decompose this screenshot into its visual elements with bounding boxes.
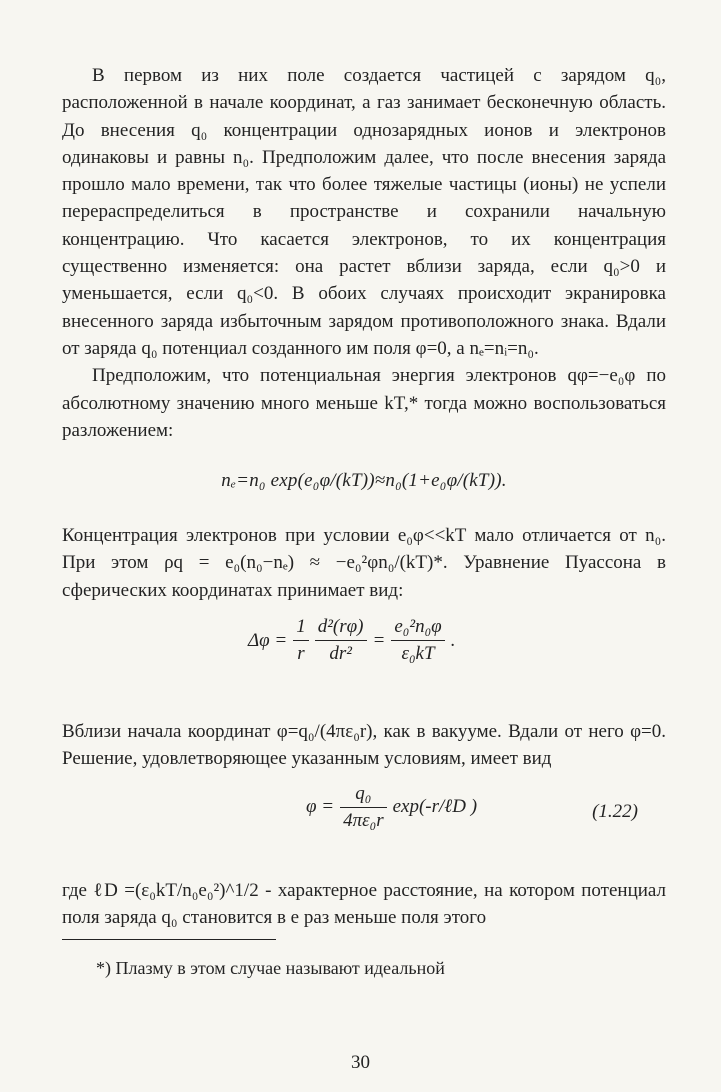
solution-rhs: exp(-r/ℓD ) [392, 796, 478, 818]
solution-frac: $\frac{\text{q₀}}{\text{4πε₀r}}$ [340, 783, 387, 832]
page-number: 30 [351, 1052, 370, 1073]
poisson-frac-3: $\frac{\text{e₀²n₀φ}}{\text{ε₀kT}}$ [391, 616, 444, 665]
footnote: *) Плазму в этом случае называют идеальной [96, 958, 445, 979]
page-content [62, 62, 666, 979]
paragraph-5: где ℓD =(ε₀kT/n₀e₀²)^1/2 - характерное расстояние, на котором потенциал поля заряда q₀ становится в e раз меньше поля этого [62, 879, 666, 928]
poisson-equals: = [372, 629, 386, 651]
footnote-divider [62, 939, 276, 940]
solution-lhs: φ = [306, 796, 335, 818]
poisson-end: . [450, 629, 456, 651]
paragraph-3: Концентрация электронов при условии e₀φ<<kT мало отличается от n₀. При этом ρq = e₀(n₀−nₑ) ≈ −e₀²φn₀/(kT)*. Уравнение Пуассона в сферических координатах принимает вид: [62, 525, 666, 601]
poisson-frac-1: $\frac{1}{r}$ [293, 616, 309, 665]
paragraph-2: Предположим, что потенциальная энергия электронов qφ=−e₀φ по абсолютному значению много меньше kT,* тогда можно воспользоваться разложением: [62, 365, 666, 441]
paragraph-1: В первом из них поле создается частицей с зарядом q₀, расположенной в начале координат, а газ занимает бесконечную область. До внесения q₀ концентрации однозарядных ионов и электронов одинаковы и равны n₀. Предположим далее, что после внесения заряда прошло мало времени, так что более тяжелые частицы (ионы) не успели перераспределиться в пространстве и сохранили начальную концентрацию. Что касается электронов, то их концентрация существенно изменяется: она растет вблизи заряда, если q₀>0 и уменьшается, если q₀<0. В обоих случаях происходит экранировка внесенного заряда избыточным зарядом противоположного знака. Вдали от заряда q₀ потенциал созданного им поля φ=0, а nₑ=nᵢ=n₀. [62, 65, 666, 359]
formula-expansion: nₑ=n₀ exp(e₀φ/(kT))≈n₀(1+e₀φ/(kT)). [221, 470, 507, 492]
paragraph-4: Вблизи начала координат φ=q₀/(4πε₀r), как в вакууме. Вдали от него φ=0. Решение, удовлетворяющее указанным условиям, имеет вид [62, 721, 666, 770]
poisson-frac-2: $\frac{\text{d²(rφ)}}{\text{dr²}}$ [315, 616, 367, 665]
equation-number: (1.22) [592, 800, 638, 822]
poisson-lhs: Δφ = [248, 629, 288, 651]
formula-poisson [62, 608, 666, 692]
formula-1-22 [62, 777, 666, 857]
